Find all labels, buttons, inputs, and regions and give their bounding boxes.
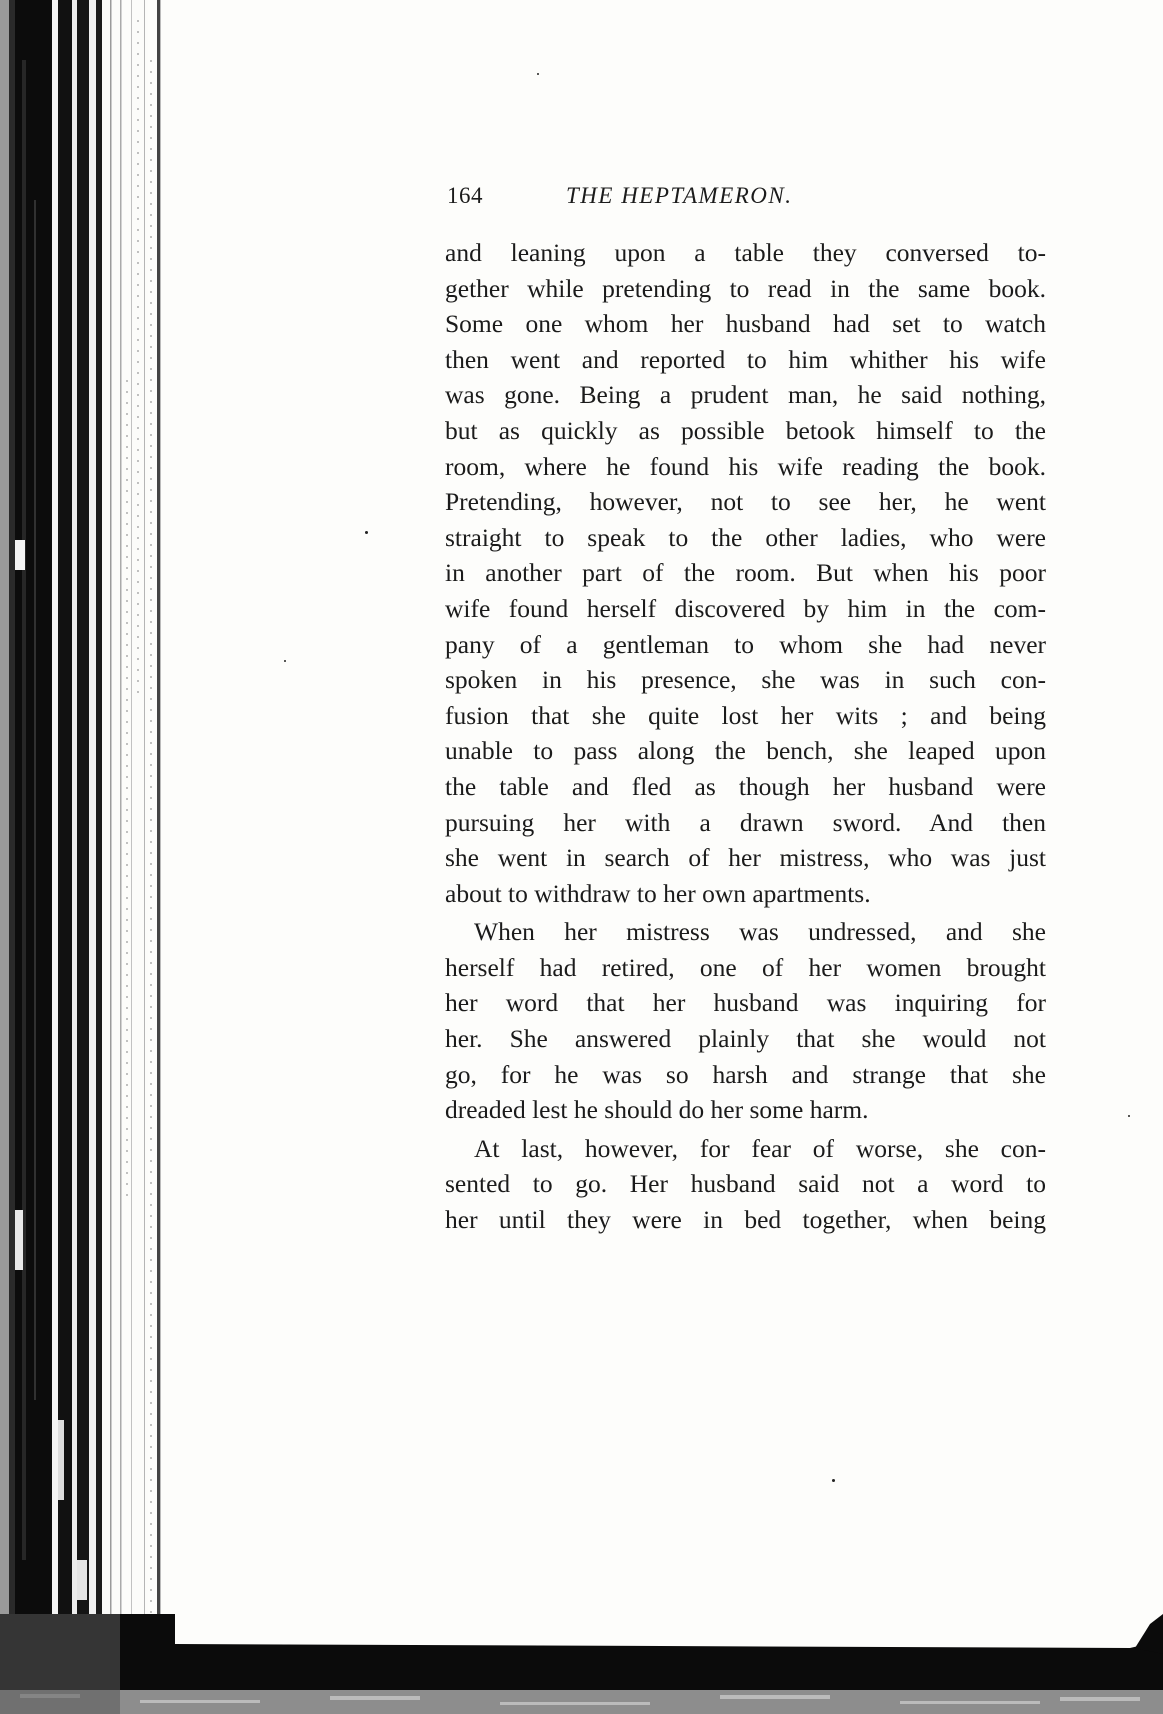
text-line: unable to pass along the bench, she leaped upon — [445, 736, 1046, 766]
text-line: the table and fled as though her husband were — [445, 771, 1046, 801]
text-line: go, for he was so harsh and strange that she — [445, 1059, 1046, 1089]
text-line: room, where he found his wife reading the book. — [445, 451, 1046, 481]
page-number: 164 — [447, 183, 483, 208]
text-line: and leaning upon a table they conversed to- — [445, 238, 1046, 267]
text-line: pany of a gentleman to whom she had never — [445, 629, 1046, 659]
text-line: pursuing her with a drawn sword. And then — [445, 807, 1046, 837]
paragraph — [445, 235, 1046, 911]
text-line: her word that her husband was inquiring for — [445, 988, 1046, 1018]
text-line: Some one whom her husband had set to watch — [445, 309, 1046, 339]
text-line: wife found herself discovered by him in the com- — [445, 593, 1046, 623]
book-spine-scan — [0, 0, 175, 1714]
text-line: about to withdraw to her own apartments. — [445, 878, 871, 908]
running-title: THE HEPTAMERON. — [566, 183, 793, 208]
scan-speck — [365, 531, 368, 534]
text-line: herself had retired, one of her women brought — [445, 952, 1046, 982]
text-line: her. She answered plainly that she would not — [445, 1024, 1046, 1054]
text-line: but as quickly as possible betook himself to the — [445, 415, 1046, 445]
text-line: sented to go. Her husband said not a word to — [445, 1169, 1046, 1199]
text-line: her until they were in bed together, when being — [445, 1205, 1046, 1235]
scan-speck — [284, 660, 286, 662]
text-line: was gone. Being a prudent man, he said nothing, — [445, 380, 1046, 410]
text-line: in another part of the room. But when his poor — [445, 558, 1046, 588]
text-line: Pretending, however, not to see her, he went — [445, 487, 1046, 517]
text-line: straight to speak to the other ladies, who were — [445, 522, 1046, 552]
paragraph — [445, 914, 1046, 1128]
text-line: When her mistress was undressed, and she — [474, 917, 1046, 947]
text-line: she went in search of her mistress, who was just — [445, 843, 1046, 873]
running-header — [447, 183, 1047, 217]
body-text — [445, 235, 1046, 1238]
scan-bottom-edge — [0, 1614, 1163, 1714]
scan-speck — [537, 73, 539, 75]
text-line: then went and reported to him whither his wife — [445, 344, 1046, 374]
paragraph — [445, 1131, 1046, 1238]
scan-speck — [832, 1479, 835, 1482]
scan-speck — [1128, 1115, 1130, 1117]
text-line: gether while pretending to read in the same book. — [445, 273, 1046, 303]
text-line: At last, however, for fear of worse, she con- — [474, 1133, 1046, 1163]
text-line: spoken in his presence, she was in such con- — [445, 665, 1046, 695]
text-line: dreaded lest he should do her some harm. — [445, 1095, 869, 1125]
text-line: fusion that she quite lost her wits ; and being — [445, 700, 1046, 730]
